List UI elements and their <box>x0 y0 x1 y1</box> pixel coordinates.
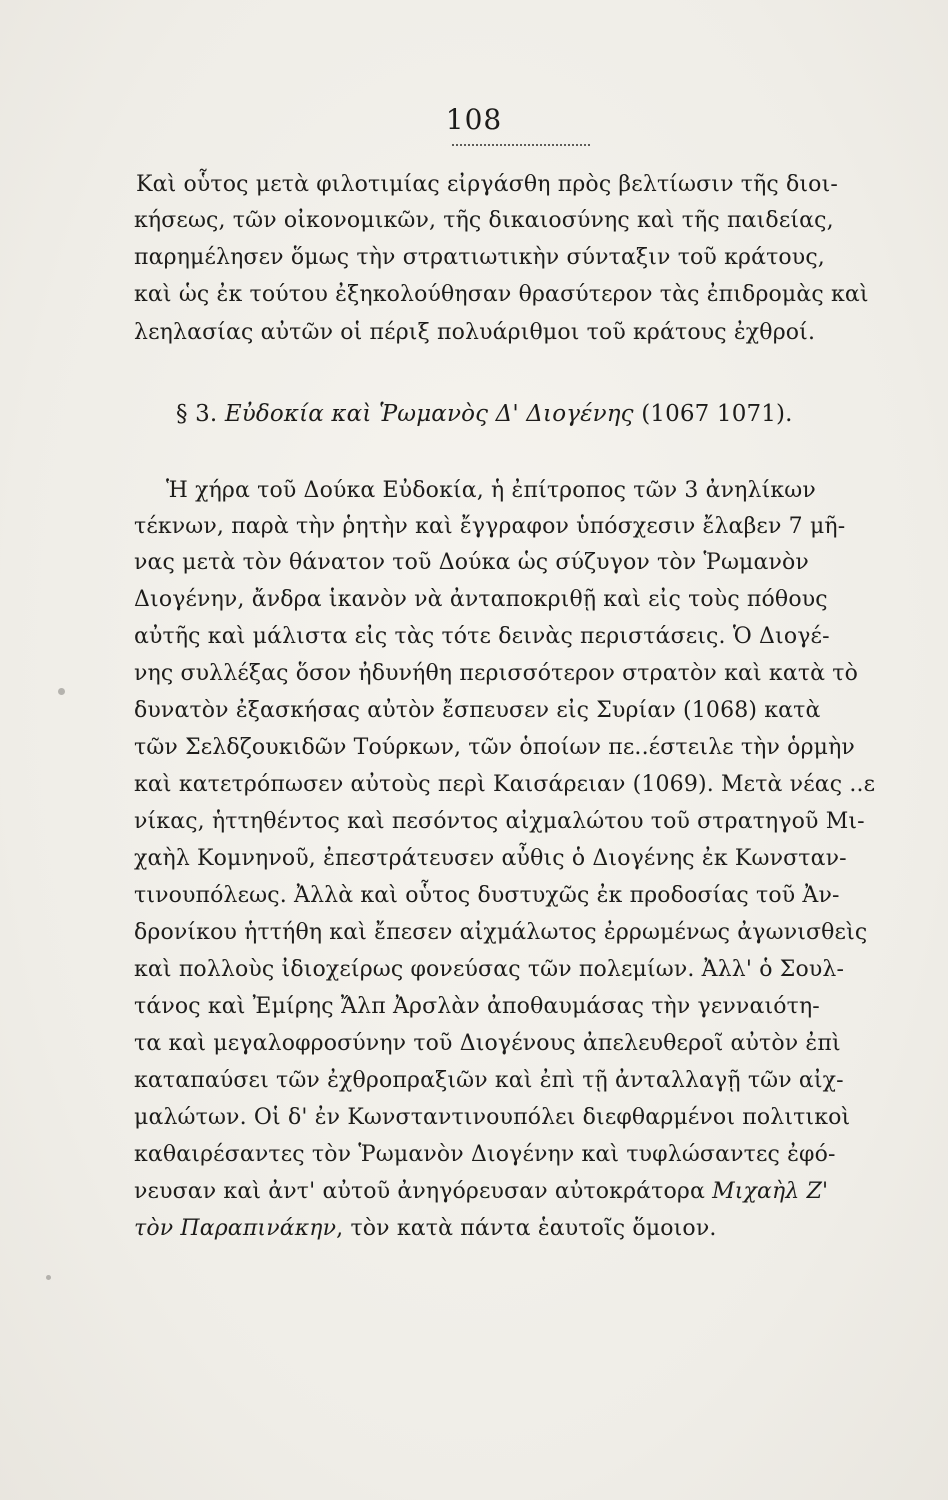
text-line: νης συλλέξας ὅσον ἠδυνήθη περισσότερον στρατὸν καὶ κατὰ τὸ <box>134 661 859 686</box>
text-line: κήσεως, τῶν οἰκονομικῶν, τῆς δικαιοσύνης καὶ τῆς παιδείας, <box>134 208 834 233</box>
text-line: παρημέλησεν ὅμως τὴν στρατιωτικὴν σύνταξιν τοῦ κράτους, <box>134 245 825 270</box>
text-line: Ἡ χήρα τοῦ Δούκα Εὐδοκία, ἡ ἐπίτροπος τῶν 3 ἀνηλίκων <box>166 478 816 503</box>
text-line: καὶ πολλοὺς ἰδιοχείρως φονεύσας τῶν πολεμίων. Ἀλλ' ὁ Σουλ- <box>134 957 845 982</box>
text-line: νευσαν καὶ ἀντ' αὐτοῦ ἀνηγόρευσαν αὐτοκράτορα Μιχαὴλ Ζ' <box>134 1179 829 1204</box>
text-line: αὐτῆς καὶ μάλιστα εἰς τὰς τότε δεινὰς περιστάσεις. Ὁ Διογέ- <box>134 624 830 649</box>
page-number: 108 <box>445 103 503 136</box>
text-line: Καὶ οὗτος μετὰ φιλοτιμίας εἰργάσθη πρὸς βελτίωσιν τῆς διοι- <box>136 172 838 197</box>
text-line: τινουπόλεως. Ἀλλὰ καὶ οὗτος δυστυχῶς ἐκ προδοσίας τοῦ Ἀν- <box>134 883 840 908</box>
emperor-name: Μιχαὴλ Ζ' <box>712 1179 829 1204</box>
text-line: τέκνων, παρὰ τὴν ῥητὴν καὶ ἔγγραφον ὑπόσχεσιν ἔλαβεν 7 μῆ- <box>134 514 846 539</box>
emperor-epithet: τὸν Παραπινάκην <box>134 1216 337 1241</box>
text-line: νας μετὰ τὸν θάνατον τοῦ Δούκα ὡς σύζυγον τὸν Ῥωμανὸν <box>134 550 809 575</box>
section-years: (1067 1071). <box>641 401 793 427</box>
text-line: τα καὶ μεγαλοφροσύνην τοῦ Διογένους ἀπελευθεροῖ αὐτὸν ἐπὶ <box>134 1031 841 1056</box>
text-line: τὸν Παραπινάκην, τὸν κατὰ πάντα ἑαυτοῖς ὅμοιον. <box>134 1216 717 1241</box>
text-line: δυνατὸν ἐξασκήσας αὐτὸν ἔσπευσεν εἰς Συρίαν (1068) κατὰ <box>134 698 821 723</box>
page-speck <box>46 1275 51 1280</box>
section-heading <box>176 399 948 429</box>
text-line: νίκας, ἡττηθέντος καὶ πεσόντος αἰχμαλώτου τοῦ στρατηγοῦ Μι- <box>134 809 865 834</box>
text-line: καὶ κατετρόπωσεν αὐτοὺς περὶ Καισάρειαν (1069). Μετὰ νέας ..ε <box>134 772 876 797</box>
text-line: Διογένην, ἄνδρα ἱκανὸν νὰ ἀνταποκριθῇ καὶ εἰς τοὺς πόθους <box>134 587 828 612</box>
text-line: τάνος καὶ Ἐμίρης Ἄλπ Ἀρσλὰν ἀποθαυμάσας τὴν γενναιότη- <box>134 994 820 1019</box>
text-line: καταπαύσει τῶν ἐχθροπραξιῶν καὶ ἐπὶ τῇ ἀνταλλαγῇ τῶν αἰχ- <box>134 1068 844 1093</box>
text-line: μαλώτων. Οἱ δ' ἐν Κωνσταντινουπόλει διεφθαρμένοι πολιτικοὶ <box>134 1105 851 1130</box>
section-number: § 3. <box>176 401 218 427</box>
ornament-rule <box>452 142 590 148</box>
text-line: καθαιρέσαντες τὸν Ῥωμανὸν Διογένην καὶ τυφλώσαντες ἐφό- <box>134 1142 836 1167</box>
section-title: Εὐδοκία καὶ Ῥωμανὸς Δ' Διογένης <box>224 401 634 427</box>
text-line: λεηλασίας αὐτῶν οἱ πέριξ πολυάριθμοι τοῦ κράτους ἐχθροί. <box>134 320 816 345</box>
text-line: χαὴλ Κομνηνοῦ, ἐπεστράτευσεν αὖθις ὁ Διογένης ἐκ Κωνσταν- <box>134 846 847 871</box>
page-speck <box>58 688 65 695</box>
text-line: τῶν Σελδζουκιδῶν Τούρκων, τῶν ὁποίων πε..έστειλε τὴν ὁρμὴν <box>134 735 855 760</box>
text-line: δρονίκου ἡττήθη καὶ ἔπεσεν αἰχμάλωτος ἐρρωμένως ἀγωνισθεὶς <box>134 920 868 945</box>
text-line: καὶ ὡς ἐκ τούτου ἐξηκολούθησαν θρασύτερον τὰς ἐπιδρομὰς καὶ <box>134 282 869 307</box>
